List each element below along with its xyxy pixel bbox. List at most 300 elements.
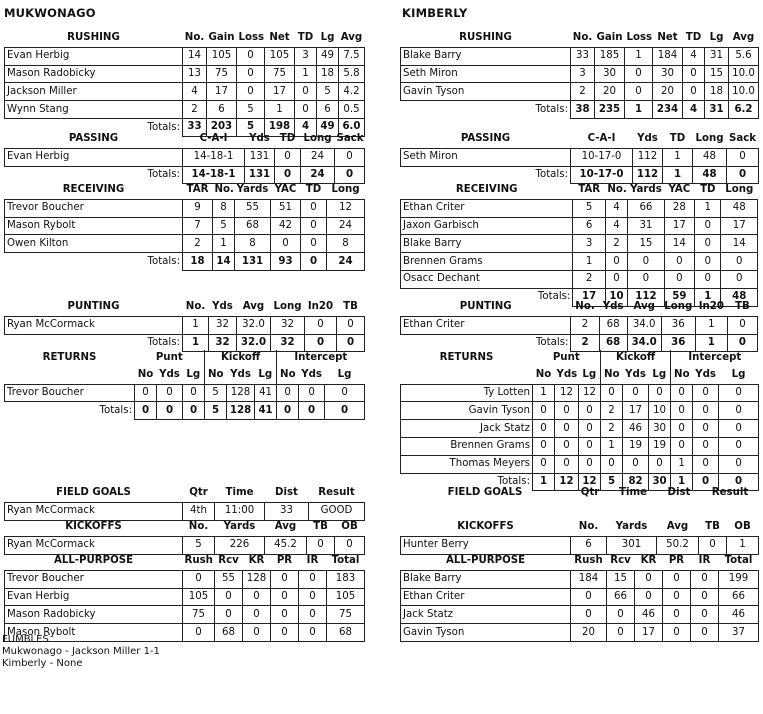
stat-cell: 6 (207, 101, 237, 119)
header-row (5, 350, 365, 367)
stat-cell: 13 (183, 65, 207, 83)
stat-cell: 7.5 (339, 47, 365, 65)
stat-cell: No. (607, 184, 627, 196)
stat-cell: 75 (183, 606, 215, 624)
stat-cell: 0 (295, 83, 317, 101)
stat-cell: 184 (571, 570, 607, 588)
stat-cell: 2 (605, 235, 627, 253)
stat-cell: 46 (719, 606, 759, 624)
stat-cell: 17 (635, 624, 663, 642)
stat-cell: 1 (533, 473, 555, 491)
stat-cell: 184 (653, 47, 683, 65)
left-punting-table (4, 299, 365, 352)
header-row (401, 299, 758, 316)
stat-cell: 3 (573, 235, 605, 253)
stat-cell: No. (188, 521, 209, 533)
stat-cell: 198 (265, 118, 295, 136)
stat-cell: 5.6 (729, 47, 759, 65)
stat-cell: 0 (305, 334, 337, 352)
fumbles-notes (2, 634, 160, 670)
stat-cell: 10 (605, 288, 627, 306)
stat-cell: 5 (601, 473, 623, 491)
left-rushing-table (4, 30, 365, 137)
stat-cell: OB (341, 521, 358, 533)
stat-cell: 0 (721, 270, 758, 288)
header-row (5, 131, 365, 148)
stat-cell: Rcv (610, 555, 631, 567)
right-kickoffs-table (400, 519, 759, 555)
stat-cell: Yds (695, 369, 716, 381)
stat-cell: 4 (605, 199, 627, 217)
stat-cell: 66 (607, 588, 635, 606)
stat-cell: 19 (623, 437, 649, 455)
stat-cell: 128 (243, 570, 271, 588)
table-row (401, 455, 759, 473)
stat-cell: 0 (635, 588, 663, 606)
stat-cell: 5 (573, 199, 605, 217)
section-title: RUSHING (67, 32, 120, 44)
stat-cell: 0 (719, 402, 759, 420)
player-name: Blake Barry (401, 570, 571, 588)
stat-cell: 0 (277, 384, 299, 402)
stat-cell: 0 (693, 437, 719, 455)
stat-cell: Long (725, 184, 754, 196)
stat-cell: TD (305, 184, 322, 196)
stat-cell: 128 (227, 402, 255, 420)
table-row (5, 316, 365, 334)
stat-cell: 12 (555, 473, 579, 491)
stat-cell: 5 (317, 83, 339, 101)
stat-cell: 1 (183, 334, 209, 352)
stat-cell: 0 (719, 420, 759, 438)
stat-cell: PR (668, 555, 685, 567)
player-name: Gavin Tyson (401, 624, 571, 642)
stat-cell: Yds (625, 369, 646, 381)
stat-cell: Totals: (147, 121, 180, 133)
stat-cell: 93 (271, 253, 301, 271)
table-row (401, 235, 758, 253)
stat-cell: Sack (336, 133, 364, 145)
stat-cell: 0 (623, 384, 649, 402)
stat-cell: 234 (653, 101, 683, 119)
subheader-row (5, 367, 365, 384)
stat-cell: Totals: (99, 405, 132, 417)
stat-cell: 0 (695, 270, 721, 288)
stat-cell: 0 (579, 420, 601, 438)
stat-cell: 75 (265, 65, 295, 83)
stat-cell: 48 (693, 166, 727, 184)
totals-row (5, 253, 365, 271)
table-row (5, 570, 365, 588)
stat-cell: Rush (574, 555, 603, 567)
stat-cell: 0 (649, 455, 671, 473)
stat-cell: 0 (271, 235, 301, 253)
player-name: Brennen Grams (401, 437, 533, 455)
stat-cell: 1 (695, 316, 727, 334)
stat-cell: 0 (157, 384, 183, 402)
stat-cell: 18 (317, 65, 339, 83)
stat-cell: No. (214, 184, 234, 196)
stat-cell: 0 (299, 624, 327, 642)
table-row (5, 536, 365, 554)
stat-cell: 0 (237, 47, 265, 65)
stat-cell: 0 (605, 253, 627, 271)
table-row (401, 384, 759, 402)
table-row (401, 217, 758, 235)
stat-cell: 6.0 (339, 118, 365, 136)
stat-cell: Gain (208, 32, 235, 44)
stat-cell: 15 (705, 65, 729, 83)
stat-cell: 17 (623, 402, 649, 420)
stat-cell: 55 (215, 570, 243, 588)
table-row (401, 606, 759, 624)
stat-cell: 0 (271, 588, 299, 606)
stat-cell: 30 (649, 473, 671, 491)
stat-cell: 0 (695, 235, 721, 253)
stat-cell: Avg (274, 521, 297, 533)
stat-cell: Lg (652, 369, 667, 381)
stat-cell: 14-18-1 (183, 166, 245, 184)
stat-cell: No. (184, 32, 205, 44)
stat-cell: 36 (661, 334, 695, 352)
stat-cell: 0 (533, 420, 555, 438)
section-title: RUSHING (459, 32, 512, 44)
stat-cell: Gain (596, 32, 623, 44)
stat-cell: 0 (135, 384, 157, 402)
stat-cell: Lg (709, 32, 724, 44)
empty-cell (5, 367, 135, 384)
player-name: Ty Lotten (401, 384, 533, 402)
stat-cell: 32 (271, 334, 305, 352)
stat-cell: No (535, 369, 552, 381)
player-name: Gavin Tyson (401, 402, 533, 420)
stat-cell: Long (695, 133, 724, 145)
stat-cell: No (205, 367, 227, 384)
stat-cell: In20 (698, 301, 724, 313)
stat-cell: Rush (184, 555, 213, 567)
stat-cell: 0 (691, 588, 719, 606)
stat-cell: 0 (691, 570, 719, 588)
stat-cell: Long (303, 133, 332, 145)
right-passing-table (400, 131, 759, 184)
player-name: Trevor Boucher (5, 570, 183, 588)
player-name: Mason Radobicky (5, 606, 183, 624)
stat-cell: Lg (731, 369, 746, 381)
player-name: Ethan Criter (401, 588, 571, 606)
stat-cell: Net (269, 32, 290, 44)
player-name: Blake Barry (401, 47, 571, 65)
stat-cell: 0 (579, 402, 601, 420)
stat-cell: YAC (668, 184, 691, 196)
stat-cell: 48 (693, 148, 727, 166)
stat-cell: 105 (183, 588, 215, 606)
header-row (401, 350, 759, 367)
section-title: RECEIVING (62, 184, 125, 196)
stat-cell: 0 (663, 606, 691, 624)
stat-cell: 0 (301, 217, 327, 235)
table-row (401, 270, 758, 288)
stat-cell: 10 (649, 402, 671, 420)
stat-cell: 0 (625, 83, 653, 101)
stat-cell: KR (248, 555, 265, 567)
stat-cell: 17 (721, 217, 758, 235)
stat-cell: 1 (727, 536, 759, 554)
left-passing-table (4, 131, 365, 184)
left-kickoffs-table (4, 519, 365, 555)
stat-cell: 0 (693, 402, 719, 420)
stat-cell: C-A-I (587, 133, 616, 145)
table-row (5, 83, 365, 101)
stat-cell: 4 (683, 47, 705, 65)
header-row (5, 553, 365, 570)
stat-cell: Long (664, 301, 693, 313)
stat-cell: 1 (695, 199, 721, 217)
stat-cell: 0 (533, 402, 555, 420)
stat-cell: 0 (671, 420, 693, 438)
stat-cell: 5 (183, 536, 215, 554)
table-row (401, 47, 759, 65)
right-returns-table (400, 350, 759, 491)
stat-cell: 30 (595, 65, 625, 83)
stat-cell: Lg (582, 369, 597, 381)
stat-cell: 24 (301, 148, 335, 166)
stat-cell: TD (700, 184, 716, 196)
stat-cell: TB (343, 301, 358, 313)
stat-cell: 0 (607, 606, 635, 624)
stat-cell: 50.2 (657, 536, 699, 554)
right-receiving-table (400, 182, 758, 307)
stat-cell: 4.2 (339, 83, 365, 101)
stat-cell: PR (276, 555, 293, 567)
stat-cell: Intercept (671, 350, 759, 367)
stat-cell: 4 (683, 101, 705, 119)
stat-cell: Totals: (537, 291, 571, 303)
stat-cell: 0 (663, 588, 691, 606)
stat-cell: KR (640, 555, 657, 567)
stat-cell: 235 (595, 101, 625, 119)
stat-cell: 14 (213, 253, 235, 271)
stat-cell: 0 (299, 606, 327, 624)
stat-cell: 20 (595, 83, 625, 101)
stat-cell: Dist (275, 487, 298, 499)
stat-cell: 75 (327, 606, 365, 624)
stat-cell: 128 (227, 384, 255, 402)
stat-cell: Avg (633, 301, 655, 313)
stat-cell: 68 (327, 624, 365, 642)
player-name: Mason Rybolt (5, 217, 183, 235)
header-row (401, 182, 758, 199)
stat-cell: 1 (533, 384, 555, 402)
stat-cell: 0 (299, 384, 325, 402)
player-name: Gavin Tyson (401, 83, 571, 101)
stat-cell: 183 (327, 570, 365, 588)
stat-cell: 0 (337, 316, 365, 334)
stat-cell: 0 (693, 384, 719, 402)
stat-cell: 0 (699, 536, 727, 554)
right-field-goals-table (400, 485, 758, 502)
stat-cell: 12 (579, 384, 601, 402)
stat-cell: 0 (693, 420, 719, 438)
stat-cell: 5 (237, 118, 265, 136)
stat-cell: 1 (265, 101, 295, 119)
stat-cell: 0 (719, 455, 759, 473)
stat-cell: 17 (265, 83, 295, 101)
stat-cell: TB (313, 521, 328, 533)
stat-cell: 0 (183, 402, 205, 420)
stat-cell: Totals: (147, 337, 180, 349)
stat-cell: 0 (271, 570, 299, 588)
stat-cell: Yards (615, 521, 648, 533)
stat-cell: 0 (215, 588, 243, 606)
stat-cell: Yds (249, 133, 270, 145)
left-rushing-header (5, 30, 365, 47)
stat-cell: 0 (649, 384, 671, 402)
stat-cell: GOOD (309, 502, 365, 520)
stat-cell: YAC (274, 184, 297, 196)
stat-cell: In20 (307, 301, 334, 313)
stat-cell: 0 (335, 148, 365, 166)
stat-cell: TB (705, 521, 720, 533)
stat-cell: 55 (235, 199, 271, 217)
section-title: KICKOFFS (457, 521, 514, 533)
stat-cell: 0 (325, 384, 365, 402)
empty-cell (401, 367, 533, 384)
stat-cell: Lg (337, 369, 352, 381)
stat-cell: 0 (305, 316, 337, 334)
stat-cell: 0 (601, 455, 623, 473)
stat-cell: 0 (571, 588, 607, 606)
stat-cell: 1 (625, 101, 653, 119)
table-row (401, 65, 759, 83)
stat-cell: 2 (601, 402, 623, 420)
stat-cell: 8 (235, 235, 271, 253)
stat-cell: 75 (207, 65, 237, 83)
right-rushing-table (400, 30, 759, 119)
stat-cell: 0 (243, 606, 271, 624)
header-row (401, 30, 759, 47)
stat-cell: 28 (664, 199, 694, 217)
stat-cell: 0 (625, 65, 653, 83)
player-name: Jack Statz (401, 606, 571, 624)
stat-cell: No (671, 367, 693, 384)
player-name: Hunter Berry (401, 536, 571, 554)
stat-cell: 0 (571, 606, 607, 624)
stat-cell: 1 (671, 455, 693, 473)
stat-cell: TD (279, 133, 296, 145)
stat-cell: 0 (183, 624, 215, 642)
stat-cell: 14 (721, 235, 758, 253)
stat-cell: 0 (683, 65, 705, 83)
totals-row (5, 402, 365, 420)
stat-cell: Lg (258, 369, 273, 381)
stat-cell: Avg (666, 521, 689, 533)
stat-cell: Sack (728, 133, 757, 145)
player-name: Evan Herbig (5, 47, 183, 65)
header-row (5, 182, 365, 199)
fumbles-title: FUMBLES (2, 634, 49, 645)
section-title: PASSING (460, 133, 511, 145)
stat-cell: Kickoff (205, 350, 277, 367)
header-row (5, 299, 365, 316)
stat-cell: 0 (628, 270, 665, 288)
table-row (401, 402, 759, 420)
table-row (5, 588, 365, 606)
stat-cell: Yards (223, 521, 256, 533)
section-title: ALL-PURPOSE (53, 555, 134, 567)
stat-cell: 17 (573, 288, 605, 306)
stat-cell: 199 (719, 570, 759, 588)
stat-cell: 2 (571, 83, 595, 101)
stat-cell: No. (185, 301, 206, 313)
stat-cell: 0 (693, 455, 719, 473)
stat-cell: No (277, 367, 299, 384)
player-name: Wynn Stang (5, 101, 183, 119)
stat-cell: 10-17-0 (571, 166, 633, 184)
stat-cell: 8 (327, 235, 365, 253)
stat-cell: 17 (207, 83, 237, 101)
stat-cell: 301 (607, 536, 657, 554)
stat-cell: 0 (691, 624, 719, 642)
fumbles-line: Mukwonago - Jackson Miller 1-1 (2, 646, 160, 657)
table-row (5, 235, 365, 253)
stat-cell: 34.0 (627, 316, 661, 334)
stat-cell: 105 (327, 588, 365, 606)
stat-cell: TD (297, 32, 314, 44)
stat-cell: 0 (299, 588, 327, 606)
stat-cell: Yards (236, 184, 269, 196)
stat-cell: 0 (183, 570, 215, 588)
stat-cell: 32 (209, 334, 237, 352)
stat-cell: 2 (571, 316, 599, 334)
stat-cell: 2 (571, 334, 599, 352)
stat-cell: 0 (277, 402, 299, 420)
stat-cell: 2 (183, 235, 213, 253)
stat-cell: Totals: (535, 103, 568, 115)
stat-cell: Loss (626, 32, 653, 44)
stat-cell: 66 (628, 199, 665, 217)
section-title: KICKOFFS (65, 521, 122, 533)
stat-cell: TD (685, 32, 702, 44)
stat-cell: 48 (721, 199, 758, 217)
stat-cell: 131 (245, 148, 275, 166)
stat-cell: IR (698, 555, 711, 567)
player-name: Mason Radobicky (5, 65, 183, 83)
stat-cell: 1 (695, 288, 721, 306)
stat-cell: 4 (295, 118, 317, 136)
stat-cell: 0 (727, 334, 757, 352)
player-name: Evan Herbig (5, 588, 183, 606)
stat-cell: 3 (571, 65, 595, 83)
stat-cell: 6 (317, 101, 339, 119)
stat-cell: Lg (186, 369, 201, 381)
stat-cell: 33 (265, 502, 309, 520)
player-name: Osacc Dechant (401, 270, 573, 288)
stat-cell: Yds (159, 369, 180, 381)
stat-cell: 24 (327, 217, 365, 235)
stat-cell: 32.0 (237, 316, 271, 334)
stat-cell: 0 (237, 83, 265, 101)
stat-cell: 5.8 (339, 65, 365, 83)
player-name: Seth Miron (401, 65, 571, 83)
stat-cell: Totals: (497, 476, 530, 488)
left-returns-table (4, 350, 365, 420)
stat-cell: 12 (579, 473, 601, 491)
stat-cell: 51 (271, 199, 301, 217)
stat-cell: 49 (317, 47, 339, 65)
table-row (401, 148, 759, 166)
stat-cell: 185 (595, 47, 625, 65)
section-title: FIELD GOALS (56, 487, 131, 499)
